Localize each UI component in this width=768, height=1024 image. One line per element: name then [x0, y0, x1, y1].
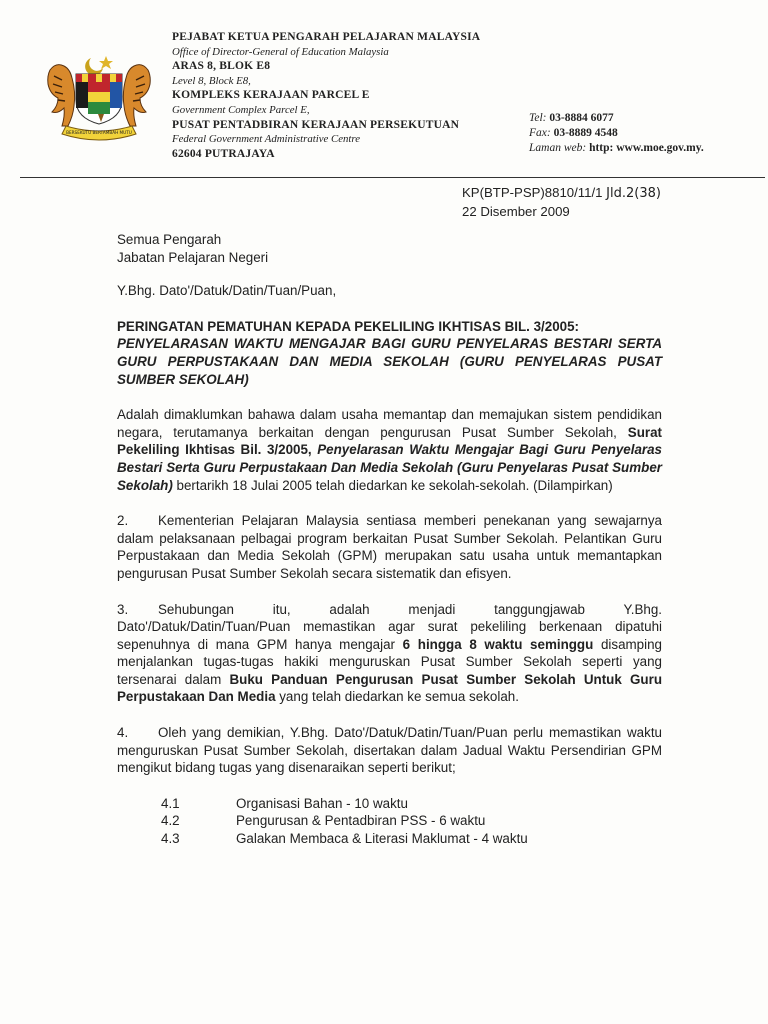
address-level-ms: ARAS 8, BLOK E8: [172, 60, 271, 73]
handwritten-volume-note: Jld.2(38): [606, 186, 661, 201]
org-name-ms: PEJABAT KETUA PENGARAH PELAJARAN MALAYSIA: [172, 31, 481, 43]
paragraph-2: 2. Kementerian Pelajaran Malaysia sentiasa memberi penekanan yang sewajarnya dalam pelaksanaan pelbagai program berkaitan Pusat Sumber Sekolah. Pelantikan Guru Perpustakaan dan Media Sekolah (GPM) merupakan satu usaha untuk memantapkan pengurusan Pusat Sumber Sekolah secara sistematik dan efisyen.: [117, 513, 662, 581]
reference-block: [462, 184, 661, 221]
org-name-en: Office of Director-General of Education Malaysia: [172, 45, 389, 58]
contact-fax: Fax: 03-8889 4548: [529, 126, 618, 139]
paragraph-3: 3. Sehubungan itu, adalah menjadi tanggungjawab Y.Bhg. Dato'/Datuk/Datin/Tuan/Puan memastikan agar surat pekeliling berkenaan dipatuhi sepenuhnya di mana GPM hanya mengajar 6 hingga 8 waktu seminggu disamping menjalankan tugas-tugas hakiki menguruskan Pusat Sumber Sekolah seperti yang tersenarai dalam Buku Panduan Pengurusan Pusat Sumber Sekolah Untuk Guru Perpustakaan Dan Media yang telah diedarkan ke semua sekolah.: [117, 601, 662, 705]
recipient-line-1: Semua Pengarah: [117, 232, 222, 247]
header-divider: [20, 177, 765, 178]
svg-text:BERSEKUTU BERTAMBAH MUTU: BERSEKUTU BERTAMBAH MUTU: [66, 130, 132, 135]
list-item: 4.1 Organisasi Bahan - 10 waktu: [161, 795, 408, 811]
recipient-line-2: Jabatan Pelajaran Negeri: [117, 249, 269, 265]
paragraph-4: 4. Oleh yang demikian, Y.Bhg. Dato'/Datuk/Datin/Tuan/Puan perlu memastikan waktu menguruskan Pusat Sumber Sekolah, disertakan dalam Jadual Waktu Persendirian GPM mengikut bidang tugas yang disenaraikan seperti berikut;: [117, 725, 662, 776]
address-complex-ms: KOMPLEKS KERAJAAN PARCEL E: [172, 89, 370, 102]
letterhead-address: [172, 30, 522, 161]
time-allocation-list: [117, 795, 662, 848]
salutation: Y.Bhg. Dato'/Datuk/Datin/Tuan/Puan,: [117, 283, 337, 299]
reference-number: KP(BTP-PSP)8810/11/1 Jld.2(38): [462, 185, 661, 201]
address-level-en: Level 8, Block E8,: [172, 74, 251, 87]
address-centre-en: Federal Government Administrative Centre: [172, 133, 361, 146]
letter-body: [117, 231, 662, 848]
list-item: 4.2 Pengurusan & Pentadbiran PSS - 6 waktu: [161, 813, 486, 829]
list-item: 4.3 Galakan Membaca & Literasi Maklumat - 4 waktu: [161, 831, 528, 847]
letterhead-contact: [529, 111, 704, 155]
address-complex-en: Government Complex Parcel E,: [172, 103, 310, 116]
subject-line: PERINGATAN PEMATUHAN KEPADA PEKELILING IKHTISAS BIL. 3/2005:: [117, 318, 580, 334]
subject-title: PENYELARASAN WAKTU MENGAJAR BAGI GURU PENYELARAS BESTARI SERTA GURU PERPUSTAKAAN DAN MEDIA SEKOLAH (GURU PENYELARAS PUSAT SUMBER SEKOLAH): [117, 336, 662, 387]
contact-tel: Tel: 03-8884 6077: [529, 112, 614, 124]
paragraph-1: Adalah dimaklumkan bahawa dalam usaha memantap dan memajukan sistem pendidikan negara, terutamanya berkaitan dengan pengurusan Pusat Sumber Sekolah, Surat Pekeliling Ikhtisas Bil. 3/2005, Penyelarasan Waktu Mengajar Bagi Guru Penyelaras Bestari Serta Guru Perpustakaan Dan Media Sekolah (Guru Penyelaras Pusat Sumber Sekolah) bertarikh 18 Julai 2005 telah diedarkan ke sekolah-sekolah. (Dilampirkan): [117, 407, 662, 493]
coat-of-arms-icon: [40, 52, 158, 144]
address-centre-ms: PUSAT PENTADBIRAN KERAJAAN PERSEKUTUAN: [172, 118, 460, 131]
contact-web: Laman web: http: www.moe.gov.my.: [529, 141, 704, 154]
address-postcode: 62604 PUTRAJAYA: [172, 147, 275, 160]
letter-date: 22 Disember 2009: [462, 204, 570, 219]
